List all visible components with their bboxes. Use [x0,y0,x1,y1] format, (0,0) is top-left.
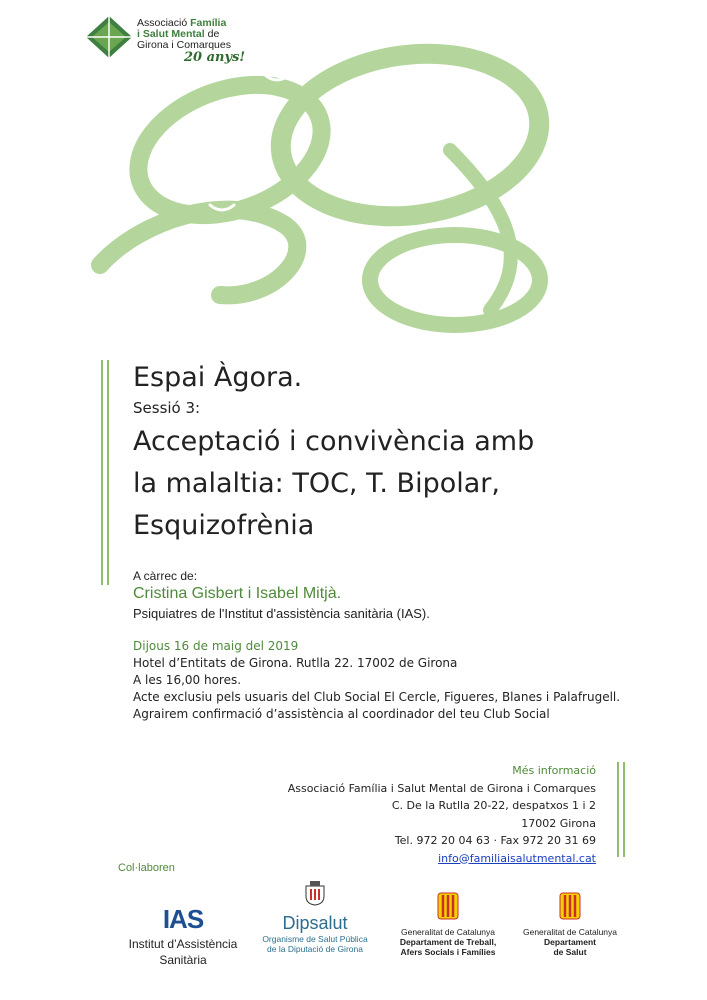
dipsalut-sub2: de la Diputació de Girona [267,944,363,954]
speakers-label: A càrrec de: [133,569,198,583]
dept-treball-line1: Departament de Treball, [399,937,497,947]
contact-info [288,762,596,867]
ias-logo [118,880,248,967]
event-confirm: Agrairem confirmació d’assistència al coordinador del teu Club Social [133,707,550,721]
speakers-role: Psiquiatres de l'Institut d'assistència sanitària (IAS). [133,606,430,621]
contact-city: 17002 Girona [521,816,596,830]
ias-mark: IAS [162,904,204,934]
event-details [133,638,620,723]
collaborators-label: Col·laboren [118,862,175,874]
dept-treball-line2: Afers Socials i Famílies [400,947,496,957]
event-time: A les 16,00 hores. [133,673,242,687]
speakers-names: Cristina Gisbert i Isabel Mitjà. [133,585,342,602]
dept-salut-line1: Departament [544,937,596,947]
event-place: Hotel d’Entitats de Girona. Rutlla 22. 17002 de Girona [133,656,458,670]
session-label: Sessió 3: [133,399,201,417]
ias-name-line1: Institut d’Assistència [128,937,238,951]
diputacio-crest-icon [304,880,326,906]
dipsalut-sub1: Organisme de Salut Pública [262,934,368,944]
session-title: Acceptació i convivència amb la malaltia: TOC, T. Bipolar, Esquizofrènia [133,426,535,541]
dept-salut-line2: de Salut [553,947,587,957]
title-accent-bars [101,360,111,585]
title-block [133,360,653,547]
swirl-illustration [80,40,600,340]
contact-email-link[interactable]: info@familiaisalutmental.cat [438,851,596,865]
dipsalut-logo [256,880,374,954]
contact-heading: Més informació [512,764,596,777]
contact-address: C. De la Rutlla 20-22, despatxos 1 i 2 [391,799,596,812]
info-accent-bars [617,762,625,857]
anniversary-label: 20 anys! [184,50,246,65]
generalitat-shield-icon [559,892,581,920]
ias-name-line2: Sanitària [159,953,207,967]
series-title: Espai Àgora. [133,362,303,393]
org-name: Associació Família i Salut Mental de Girona i Comarques [137,17,231,51]
generalitat-name: Generalitat de Catalunya [400,927,496,937]
generalitat-treball-logo [388,880,508,957]
event-date: Dijous 16 de maig del 2019 [133,639,299,653]
generalitat-shield-icon [437,892,459,920]
dipsalut-name: Dipsalut [282,913,348,933]
generalitat-name: Generalitat de Catalunya [522,927,618,937]
event-audience: Acte exclusiu pels usuaris del Club Social El Cercle, Figueres, Blanes i Palafrugell. [133,690,621,704]
contact-phone: Tel. 972 20 04 63 · Fax 972 20 31 69 [394,834,596,847]
contact-org: Associació Família i Salut Mental de Girona i Comarques [287,781,596,795]
generalitat-salut-logo [510,880,630,957]
